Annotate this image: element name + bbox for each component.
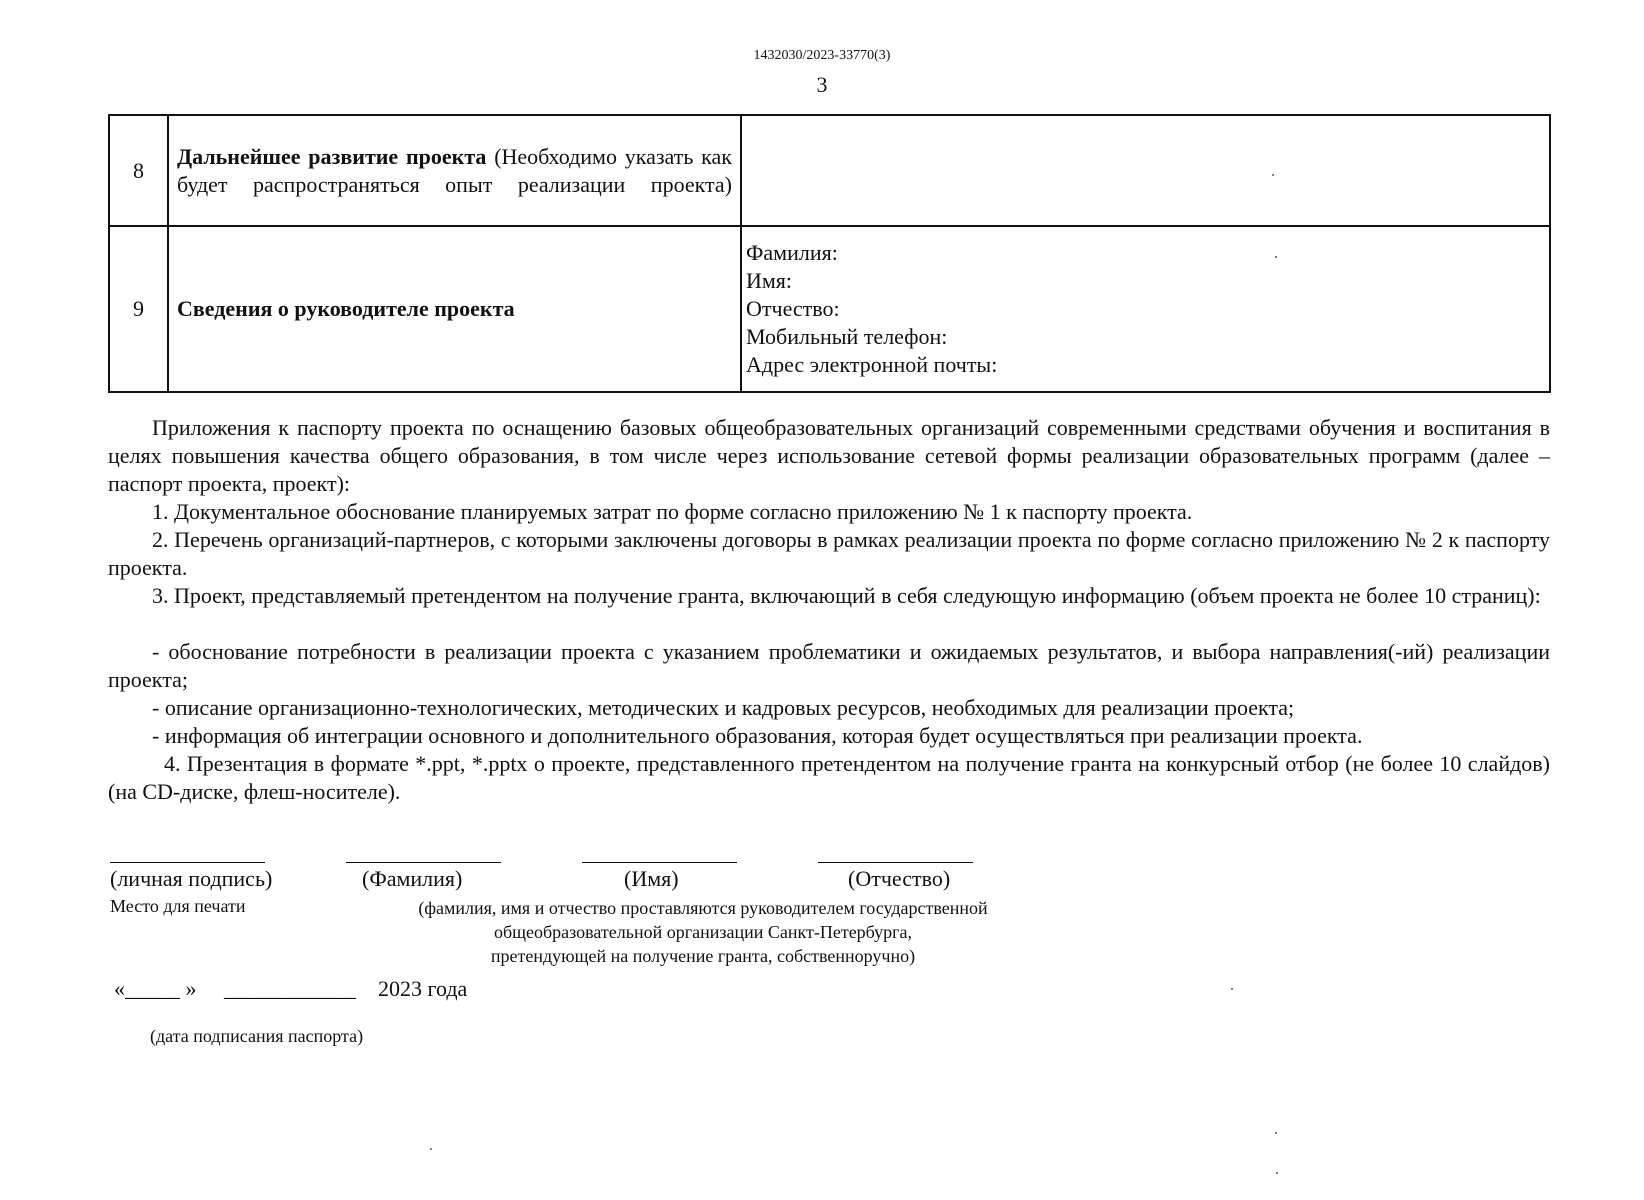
signature-line: [110, 862, 265, 863]
row-parameter-bold: Дальнейшее развитие проекта: [177, 143, 487, 169]
project-passport-table: [108, 114, 1551, 393]
scan-speck: [1272, 174, 1274, 176]
bullet-3: - информация об интеграции основного и дополнительного образования, которая будет осуществляться при реализации проекта.: [152, 723, 1363, 748]
table-row-9: [109, 226, 1550, 392]
field-surname: Фамилия:: [746, 240, 838, 265]
row-parameter: [168, 226, 741, 392]
date-day-blank: «_____ »: [114, 976, 197, 1001]
row-value: [741, 226, 1550, 392]
patronymic-label: (Отчество): [848, 866, 951, 891]
patronymic-line: [818, 862, 973, 863]
document-number: 1432030/2023-33770(3): [753, 48, 891, 63]
table-row-8: [109, 115, 1550, 226]
date-year: 2023 года: [378, 976, 468, 1001]
date-caption: (дата подписания паспорта): [150, 1026, 364, 1046]
signature-note-line-3: претендующей на получение гранта, собственноручно): [490, 946, 916, 966]
field-name: Имя:: [746, 268, 793, 293]
scan-speck: [430, 1148, 432, 1150]
signature-note-line-1: (фамилия, имя и отчество проставляются руководителем государственной: [418, 898, 988, 918]
field-email: Адрес электронной почты:: [746, 352, 998, 377]
stamp-place-label: Место для печати: [110, 896, 246, 916]
list-item-2: 2. Перечень организаций-партнеров, с которыми заключены договоры в рамках реализации проекта по форме согласно приложению № 2 к паспорту проекта.: [108, 527, 1550, 580]
bullet-1: - обоснование потребности в реализации проекта с указанием проблематики и ожидаемых результатов, и выбора направления(-ий) реализации проекта;: [108, 639, 1550, 692]
scan-speck: [1276, 1172, 1278, 1174]
scan-speck: [1275, 1132, 1277, 1134]
signature-note-line-2: общеобразовательной организации Санкт-Петербурга,: [493, 922, 913, 942]
surname-label: (Фамилия): [362, 866, 463, 891]
field-mobile-phone: Мобильный телефон:: [746, 324, 948, 349]
field-patronymic: Отчество:: [746, 296, 840, 321]
intro-paragraph: Приложения к паспорту проекта по оснащению базовых общеобразовательных организаций современными средствами обучения и воспитания в целях повышения качества общего образования, в том числе через использование сетевой формы реализации образовательных программ (далее – паспорт проекта, проект):: [108, 415, 1550, 496]
surname-line: [346, 862, 501, 863]
signature-note: [378, 896, 1028, 968]
bullet-2: - описание организационно-технологических, методических и кадровых ресурсов, необходимых для реализации проекта;: [152, 695, 1295, 720]
scan-speck: [1231, 988, 1233, 990]
list-item-4: 4. Презентация в формате *.ppt, *.pptx о проекте, представленного претендентом на получение гранта на конкурсный отбор (не более 10 слайдов) (на CD-диске, флеш-носителе).: [108, 751, 1550, 804]
row-parameter: [168, 115, 741, 226]
list-item-3: 3. Проект, представляемый претендентом на получение гранта, включающий в себя следующую информацию (объем проекта не более 10 страниц):: [152, 583, 1541, 608]
row-parameter-bold: Сведения о руководителе проекта: [177, 296, 515, 321]
signature-label: (личная подпись): [110, 866, 273, 891]
row-parameter-note: (Необходимо указать как будет распространяться опыт реализации проекта): [177, 143, 732, 197]
scan-speck: [1275, 256, 1277, 258]
row-number: 8: [109, 115, 168, 226]
name-label: (Имя): [624, 866, 679, 891]
date-month-blank: ____________: [224, 976, 356, 1001]
name-line: [582, 862, 737, 863]
row-value: [741, 115, 1550, 226]
row-number: 9: [109, 226, 168, 392]
page-number: 3: [816, 72, 828, 97]
list-item-1: 1. Документальное обоснование планируемых затрат по форме согласно приложению № 1 к паспорту проекта.: [152, 499, 1193, 524]
